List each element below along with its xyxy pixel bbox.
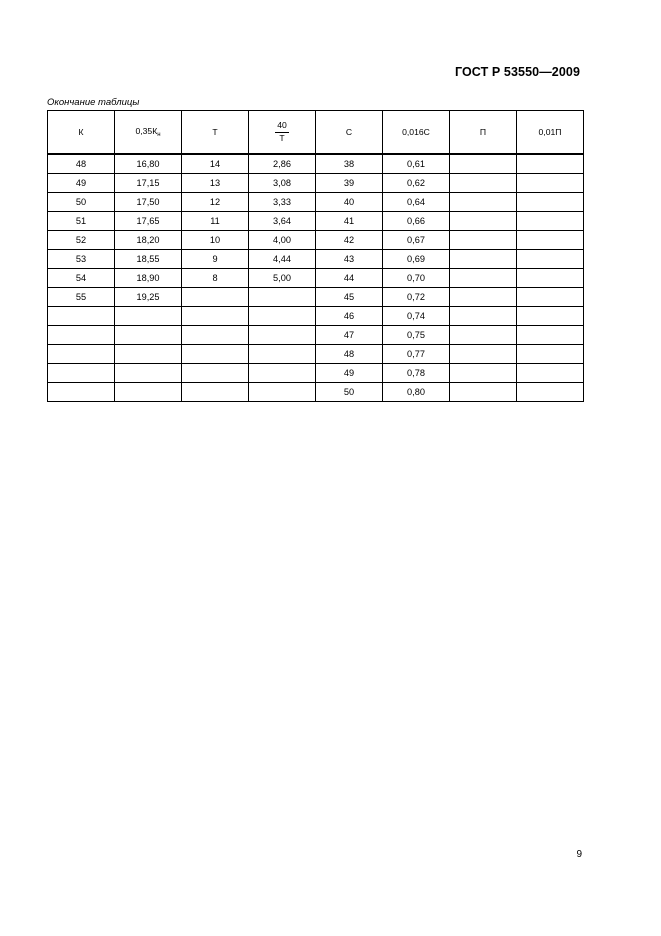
cell-t: [182, 326, 249, 345]
cell-k: 48: [48, 154, 115, 174]
cell-c: 43: [316, 250, 383, 269]
cell-p001: [517, 193, 584, 212]
cell-k: [48, 307, 115, 326]
cell-k035: 17,50: [115, 193, 182, 212]
cell-c016: 0,66: [383, 212, 450, 231]
cell-k: 49: [48, 174, 115, 193]
cell-k035: [115, 345, 182, 364]
cell-p001: [517, 345, 584, 364]
cell-ratio: 2,86: [249, 154, 316, 174]
cell-p: [450, 231, 517, 250]
cell-t: 13: [182, 174, 249, 193]
cell-c016: 0,77: [383, 345, 450, 364]
cell-c: 42: [316, 231, 383, 250]
cell-k035: [115, 364, 182, 383]
cell-p: [450, 364, 517, 383]
table-row: [48, 174, 584, 193]
cell-t: 11: [182, 212, 249, 231]
cell-p001: [517, 231, 584, 250]
cell-p: [450, 212, 517, 231]
cell-p001: [517, 383, 584, 402]
document-number: ГОСТ Р 53550—2009: [454, 65, 580, 79]
cell-c: 45: [316, 288, 383, 307]
cell-c016: 0,61: [383, 154, 450, 174]
cell-k035: [115, 326, 182, 345]
cell-t: 12: [182, 193, 249, 212]
cell-k035: 17,15: [115, 174, 182, 193]
cell-c016: 0,75: [383, 326, 450, 345]
table-row: [48, 250, 584, 269]
cell-p: [450, 250, 517, 269]
cell-k035: 17,65: [115, 212, 182, 231]
table-row: [48, 326, 584, 345]
cell-p001: [517, 307, 584, 326]
cell-t: 9: [182, 250, 249, 269]
header-t: Т: [182, 111, 249, 155]
cell-p: [450, 383, 517, 402]
cell-c016: 0,72: [383, 288, 450, 307]
cell-c016: 0,64: [383, 193, 450, 212]
cell-k035: 18,90: [115, 269, 182, 288]
cell-c: 44: [316, 269, 383, 288]
cell-k: 55: [48, 288, 115, 307]
cell-c: 50: [316, 383, 383, 402]
cell-p: [450, 174, 517, 193]
cell-k035: 18,55: [115, 250, 182, 269]
cell-t: [182, 364, 249, 383]
cell-c: 39: [316, 174, 383, 193]
cell-t: [182, 307, 249, 326]
cell-c: 40: [316, 193, 383, 212]
header-k035-subscript: н: [157, 132, 161, 138]
cell-t: [182, 288, 249, 307]
cell-ratio: 4,44: [249, 250, 316, 269]
cell-k: [48, 383, 115, 402]
table-row: [48, 345, 584, 364]
table-row: [48, 193, 584, 212]
cell-ratio: 4,00: [249, 231, 316, 250]
cell-k: 51: [48, 212, 115, 231]
cell-p: [450, 307, 517, 326]
table-row: [48, 212, 584, 231]
ratio-numerator: 40: [275, 121, 289, 133]
cell-k035: [115, 307, 182, 326]
cell-k035: 16,80: [115, 154, 182, 174]
header-p001: 0,01П: [517, 111, 584, 155]
cell-p001: [517, 250, 584, 269]
cell-ratio: [249, 326, 316, 345]
cell-c016: 0,62: [383, 174, 450, 193]
cell-t: 10: [182, 231, 249, 250]
cell-c016: 0,80: [383, 383, 450, 402]
header-k: К: [48, 111, 115, 155]
table-row: [48, 154, 584, 174]
cell-ratio: 3,08: [249, 174, 316, 193]
table-header: [48, 111, 584, 155]
cell-c016: 0,74: [383, 307, 450, 326]
cell-k: [48, 345, 115, 364]
cell-k: 50: [48, 193, 115, 212]
cell-c: 41: [316, 212, 383, 231]
cell-k: 52: [48, 231, 115, 250]
cell-c016: 0,69: [383, 250, 450, 269]
cell-ratio: 3,64: [249, 212, 316, 231]
cell-ratio: [249, 307, 316, 326]
cell-ratio: 5,00: [249, 269, 316, 288]
header-c: С: [316, 111, 383, 155]
cell-k: [48, 326, 115, 345]
cell-p: [450, 269, 517, 288]
cell-k: 54: [48, 269, 115, 288]
cell-k: 53: [48, 250, 115, 269]
table-row: [48, 269, 584, 288]
cell-c016: 0,67: [383, 231, 450, 250]
header-ratio: [249, 111, 316, 155]
table-row: [48, 231, 584, 250]
cell-p: [450, 326, 517, 345]
cell-t: 8: [182, 269, 249, 288]
cell-p: [450, 288, 517, 307]
cell-c: 38: [316, 154, 383, 174]
ratio-fraction: [275, 121, 289, 144]
cell-c: 48: [316, 345, 383, 364]
data-table: [47, 110, 584, 402]
cell-k035: 19,25: [115, 288, 182, 307]
table-row: [48, 383, 584, 402]
cell-k035: [115, 383, 182, 402]
cell-c: 46: [316, 307, 383, 326]
cell-p001: [517, 174, 584, 193]
cell-p: [450, 345, 517, 364]
ratio-denominator: Т: [279, 133, 285, 143]
header-k035-main: 0,35К: [135, 126, 158, 136]
cell-p001: [517, 364, 584, 383]
table-caption: Окончание таблицы: [47, 97, 140, 108]
cell-p: [450, 154, 517, 174]
table-body: [48, 154, 584, 402]
cell-c: 49: [316, 364, 383, 383]
header-p: П: [450, 111, 517, 155]
cell-c: 47: [316, 326, 383, 345]
cell-ratio: [249, 383, 316, 402]
cell-p001: [517, 212, 584, 231]
cell-p001: [517, 288, 584, 307]
cell-p001: [517, 269, 584, 288]
cell-ratio: 3,33: [249, 193, 316, 212]
cell-p: [450, 193, 517, 212]
header-row: [48, 111, 584, 155]
table-row: [48, 364, 584, 383]
cell-c016: 0,70: [383, 269, 450, 288]
cell-k: [48, 364, 115, 383]
cell-k035: 18,20: [115, 231, 182, 250]
table-row: [48, 288, 584, 307]
cell-ratio: [249, 345, 316, 364]
cell-ratio: [249, 364, 316, 383]
cell-ratio: [249, 288, 316, 307]
cell-c016: 0,78: [383, 364, 450, 383]
cell-t: 14: [182, 154, 249, 174]
header-k035: [115, 111, 182, 155]
table-row: [48, 307, 584, 326]
cell-t: [182, 383, 249, 402]
cell-p001: [517, 326, 584, 345]
cell-p001: [517, 154, 584, 174]
page-number: 9: [576, 849, 582, 860]
header-c016: 0,016С: [383, 111, 450, 155]
cell-t: [182, 345, 249, 364]
